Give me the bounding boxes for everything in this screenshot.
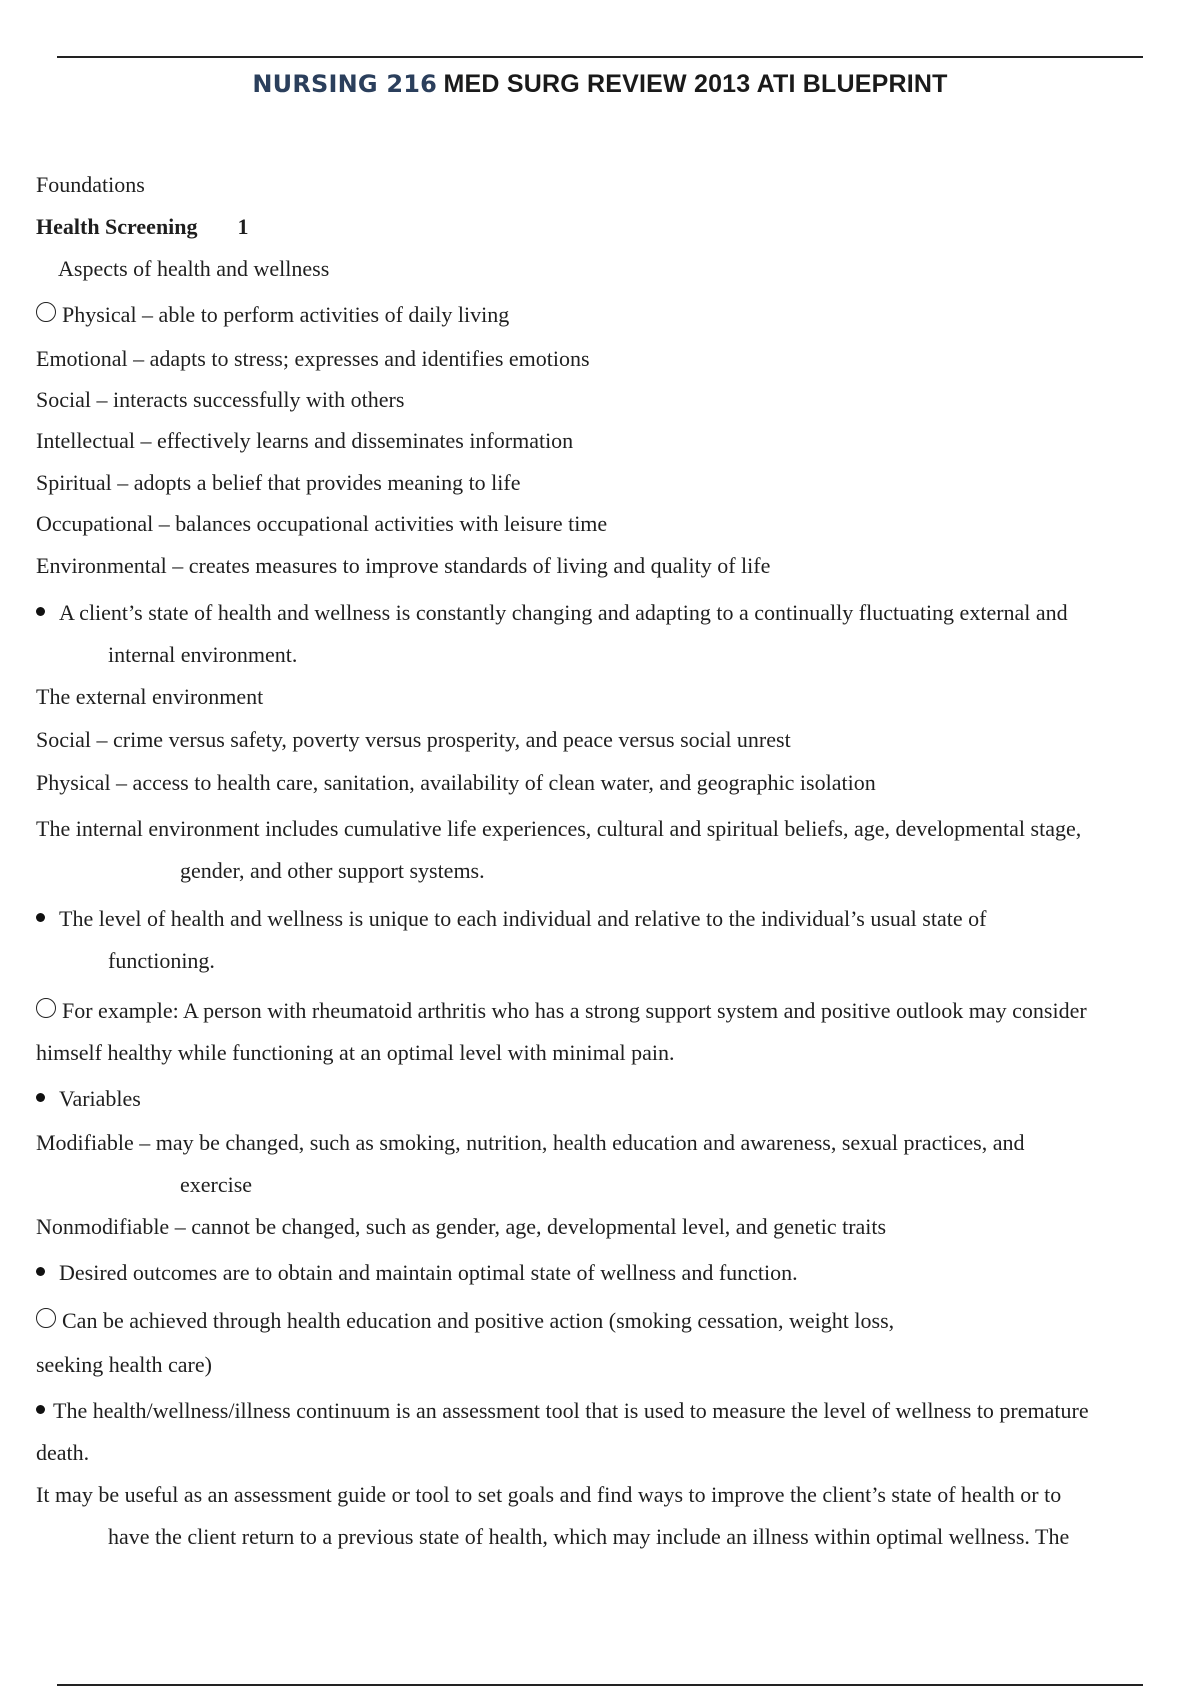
bullet-text: The health/wellness/illness continuum is an assessment tool that is used to measure the level of wellness to premature [53, 1398, 1089, 1423]
bullet-continuation: functioning. [108, 948, 215, 973]
list-item: Physical – access to health care, sanitation, availability of clean water, and geographic isolation [36, 770, 876, 795]
bullet-item [36, 906, 986, 932]
external-heading: The external environment [36, 684, 264, 709]
subsection-number: 1 [237, 214, 249, 239]
list-item [36, 998, 1087, 1024]
hollow-circle-icon [36, 302, 56, 322]
list-item: Environmental – creates measures to improve standards of living and quality of life [36, 553, 771, 578]
paragraph-line: Nonmodifiable – cannot be changed, such as gender, age, developmental level, and genetic traits [36, 1214, 887, 1239]
bullet-item [36, 1398, 1089, 1424]
list-item: Occupational – balances occupational activities with leisure time [36, 511, 608, 536]
bullet-icon [36, 1267, 45, 1276]
list-item [36, 1308, 894, 1334]
hollow-circle-icon [36, 998, 56, 1018]
bullet-icon [36, 1405, 45, 1414]
paragraph-continuation: exercise [180, 1172, 253, 1197]
title-rest: MED SURG REVIEW 2013 ATI BLUEPRINT [443, 70, 948, 98]
bullet-text: Desired outcomes are to obtain and maintain optimal state of wellness and function. [59, 1260, 798, 1285]
paragraph-line: Modifiable – may be changed, such as smoking, nutrition, health education and awareness, sexual practices, and [36, 1130, 1025, 1155]
hollow-circle-icon [36, 1308, 56, 1328]
list-item-text: Physical – able to perform activities of daily living [62, 302, 510, 327]
aspects-heading: Aspects of health and wellness [58, 256, 330, 281]
paragraph-line: The internal environment includes cumulative life experiences, cultural and spiritual beliefs, age, developmental stage, [36, 816, 1082, 841]
bullet-item [36, 1260, 798, 1286]
bullet-text: The level of health and wellness is unique to each individual and relative to the individual’s usual state of [59, 906, 987, 931]
bullet-continuation: internal environment. [108, 642, 298, 667]
list-item: Social – interacts successfully with others [36, 387, 405, 412]
paragraph-continuation: seeking health care) [36, 1352, 212, 1377]
bullet-icon [36, 607, 45, 616]
list-item: Emotional – adapts to stress; expresses and identifies emotions [36, 346, 590, 371]
list-item: Spiritual – adopts a belief that provides meaning to life [36, 470, 521, 495]
title-course: NURSING 216 [252, 70, 438, 98]
list-item-text: Can be achieved through health education and positive action (smoking cessation, weight loss, [62, 1308, 895, 1333]
subsection-heading [36, 214, 249, 240]
bullet-item [36, 1086, 141, 1112]
bullet-item [36, 600, 1068, 626]
bullet-icon [36, 1093, 45, 1102]
section-heading: Foundations [36, 172, 145, 197]
list-item-text: For example: A person with rheumatoid arthritis who has a strong support system and positive outlook may consider [62, 998, 1087, 1023]
list-item [36, 302, 509, 328]
paragraph-continuation: death. [36, 1440, 90, 1465]
list-item: Social – crime versus safety, poverty versus prosperity, and peace versus social unrest [36, 727, 791, 752]
paragraph-line: It may be useful as an assessment guide or tool to set goals and find ways to improve the client’s state of health or to [36, 1482, 1062, 1507]
paragraph-continuation: himself healthy while functioning at an optimal level with minimal pain. [36, 1040, 675, 1065]
bullet-text: A client’s state of health and wellness is constantly changing and adapting to a continually fluctuating external and [59, 600, 1068, 625]
page-title [0, 70, 1200, 99]
bullet-icon [36, 913, 45, 922]
list-item: Intellectual – effectively learns and disseminates information [36, 428, 574, 453]
paragraph-continuation: gender, and other support systems. [180, 858, 485, 883]
subsection-title: Health Screening [36, 214, 198, 239]
paragraph-continuation: have the client return to a previous state of health, which may include an illness within optimal wellness. The [108, 1524, 1070, 1549]
bullet-text: Variables [59, 1086, 141, 1111]
top-rule [57, 56, 1143, 58]
bottom-rule [57, 1684, 1143, 1686]
